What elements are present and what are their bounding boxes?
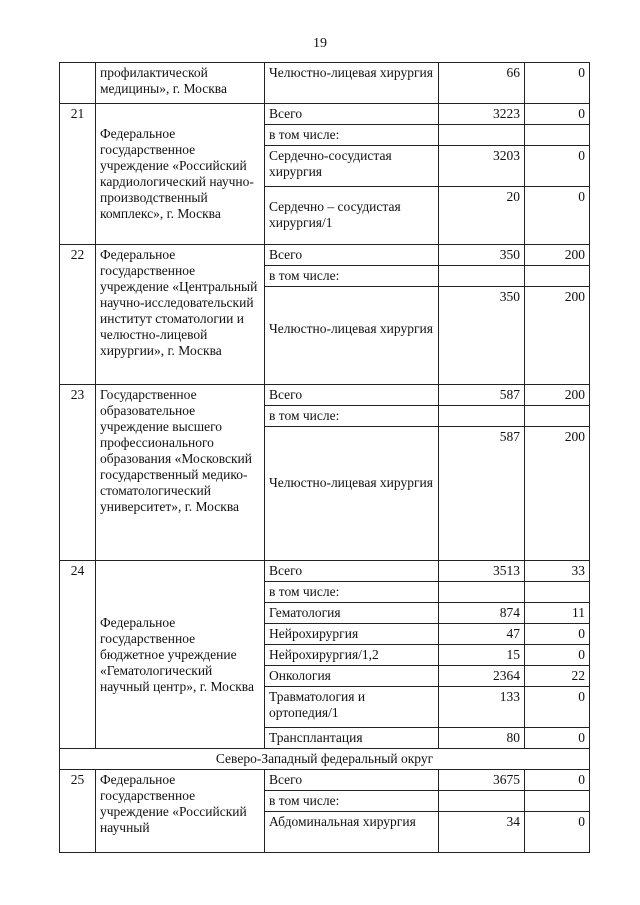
quota-value-extra: 0 (525, 687, 590, 728)
quota-value-extra: 0 (525, 187, 590, 245)
quota-value-extra (525, 125, 590, 146)
quota-value-extra (525, 791, 590, 812)
quota-value-extra (525, 582, 590, 603)
quota-value-extra: 11 (525, 603, 590, 624)
quota-value-extra: 0 (525, 770, 590, 791)
quota-value: 874 (439, 603, 525, 624)
quota-value (439, 406, 525, 427)
region-row (60, 749, 590, 770)
specialty: Всего (265, 245, 439, 266)
specialty: Сердечно – сосудистая хирургия/1 (265, 187, 439, 245)
quota-value: 15 (439, 645, 525, 666)
quota-value: 80 (439, 728, 525, 749)
row-number: 23 (60, 385, 96, 561)
page-number: 19 (313, 36, 327, 51)
quota-value-extra: 200 (525, 287, 590, 385)
table-row (60, 63, 590, 104)
institution-name: Федеральное государственное бюджетное учреждение «Гематологический научный центр», г. Москва (96, 561, 265, 749)
specialty: в том числе: (265, 406, 439, 427)
quota-value (439, 125, 525, 146)
specialty: Трансплантация (265, 728, 439, 749)
quota-value-extra: 0 (525, 728, 590, 749)
specialty: Онкология (265, 666, 439, 687)
quota-value-extra: 200 (525, 427, 590, 561)
quota-value: 350 (439, 245, 525, 266)
specialty: Гематология (265, 603, 439, 624)
quota-value-extra: 200 (525, 245, 590, 266)
row-number: 25 (60, 770, 96, 853)
quota-value-extra: 22 (525, 666, 590, 687)
quota-value: 3203 (439, 146, 525, 187)
table-row (60, 104, 590, 125)
specialty: Абдоминальная хирургия (265, 812, 439, 853)
institution-name: профилактической медицины», г. Москва (96, 63, 265, 104)
quota-value: 3223 (439, 104, 525, 125)
quota-value (439, 791, 525, 812)
quota-value: 587 (439, 427, 525, 561)
quota-value: 133 (439, 687, 525, 728)
quota-value: 587 (439, 385, 525, 406)
quota-value: 3675 (439, 770, 525, 791)
quota-value-extra: 0 (525, 645, 590, 666)
institution-name: Федеральное государственное учреждение «Российский кардиологический научно-производственный комплекс», г. Москва (96, 104, 265, 245)
specialty: Травматология и ортопедия/1 (265, 687, 439, 728)
quota-value-extra (525, 266, 590, 287)
institution-name: Федеральное государственное учреждение «Российский научный (96, 770, 265, 853)
institution-name: Федеральное государственное учреждение «Центральный научно-исследовательский институт стоматологии и челюстно-лицевой хирургии», г. Москва (96, 245, 265, 385)
quota-value (439, 582, 525, 603)
specialty: в том числе: (265, 266, 439, 287)
specialty: Нейрохирургия (265, 624, 439, 645)
table-row (60, 561, 590, 582)
table-row (60, 385, 590, 406)
quota-value: 66 (439, 63, 525, 104)
quota-value-extra: 0 (525, 812, 590, 853)
quota-value: 47 (439, 624, 525, 645)
quota-value-extra: 0 (525, 146, 590, 187)
allocation-table (59, 62, 590, 853)
specialty: Челюстно-лицевая хирургия (265, 427, 439, 561)
specialty: Нейрохирургия/1,2 (265, 645, 439, 666)
quota-value: 3513 (439, 561, 525, 582)
quota-value: 20 (439, 187, 525, 245)
quota-value-extra: 0 (525, 104, 590, 125)
quota-value-extra: 200 (525, 385, 590, 406)
row-number: 21 (60, 104, 96, 245)
specialty: в том числе: (265, 125, 439, 146)
specialty: в том числе: (265, 791, 439, 812)
specialty: Сердечно-сосудистая хирургия (265, 146, 439, 187)
quota-value: 2364 (439, 666, 525, 687)
quota-value-extra: 0 (525, 624, 590, 645)
row-number: 22 (60, 245, 96, 385)
quota-value: 350 (439, 287, 525, 385)
table-row (60, 770, 590, 791)
row-number (60, 63, 96, 104)
quota-value-extra: 0 (525, 63, 590, 104)
quota-value (439, 266, 525, 287)
quota-value: 34 (439, 812, 525, 853)
specialty: в том числе: (265, 582, 439, 603)
specialty: Всего (265, 385, 439, 406)
specialty: Челюстно-лицевая хирургия (265, 63, 439, 104)
institution-name: Государственное образовательное учреждение высшего профессионального образования «Московский государственный медико-стоматологический университет», г. Москва (96, 385, 265, 561)
region-heading: Северо-Западный федеральный округ (60, 749, 590, 770)
table-row (60, 245, 590, 266)
row-number: 24 (60, 561, 96, 749)
specialty: Всего (265, 104, 439, 125)
specialty: Челюстно-лицевая хирургия (265, 287, 439, 385)
quota-value-extra (525, 406, 590, 427)
quota-value-extra: 33 (525, 561, 590, 582)
specialty: Всего (265, 561, 439, 582)
specialty: Всего (265, 770, 439, 791)
